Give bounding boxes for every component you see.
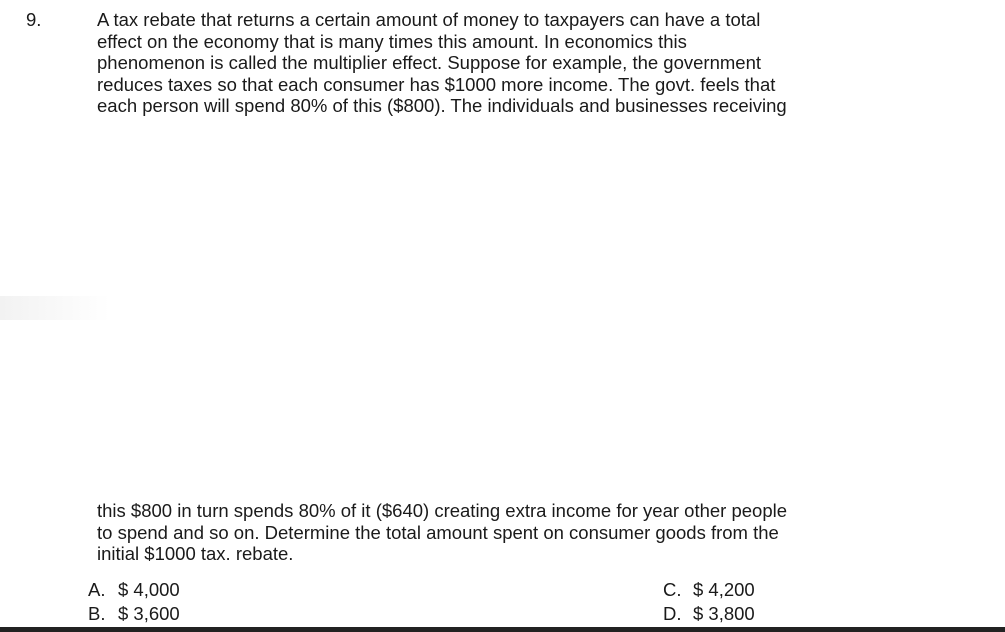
option-letter: B. <box>88 603 106 624</box>
intro-line: phenomenon is called the multiplier effect. Suppose for example, the government <box>97 52 761 74</box>
intro-line: effect on the economy that is many times this amount. In economics this <box>97 30 687 52</box>
continuation-line: to spend and so on. Determine the total amount spent on consumer goods from the <box>97 521 779 543</box>
option-letter: A. <box>88 579 106 600</box>
option-c[interactable] <box>663 579 755 601</box>
option-a[interactable] <box>88 579 180 601</box>
intro-line: reduces taxes so that each consumer has $1000 more income. The govt. feels that <box>97 73 776 95</box>
question-intro <box>97 9 977 117</box>
option-letter: C. <box>663 579 682 600</box>
option-value: $ 3,800 <box>693 603 755 624</box>
intro-line: each person will spend 80% of this ($800). The individuals and businesses receiving <box>97 95 787 117</box>
option-b[interactable] <box>88 603 180 625</box>
intro-line: A tax rebate that returns a certain amount of money to taxpayers can have a total <box>97 9 761 30</box>
continuation-line: initial $1000 tax. rebate. <box>97 543 294 565</box>
question-number: 9. <box>26 9 42 30</box>
option-d[interactable] <box>663 603 755 625</box>
option-value: $ 3,600 <box>118 603 180 624</box>
bottom-border <box>0 627 1005 632</box>
continuation-line: this $800 in turn spends 80% of it ($640) creating extra income for year other people <box>97 500 788 521</box>
scan-artifact <box>0 296 110 320</box>
option-value: $ 4,200 <box>693 579 755 600</box>
question-continuation <box>97 500 977 565</box>
option-value: $ 4,000 <box>118 579 180 600</box>
option-letter: D. <box>663 603 682 624</box>
